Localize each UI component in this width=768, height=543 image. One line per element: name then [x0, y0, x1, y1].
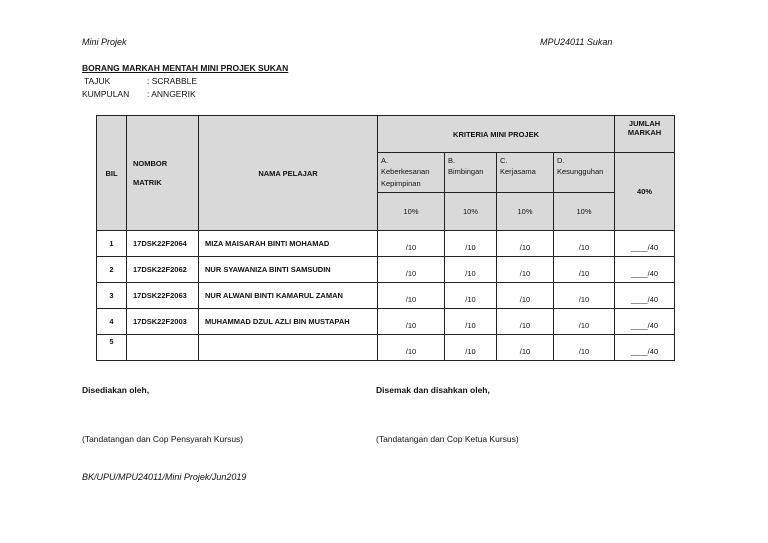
head-signature: (Tandatangan dan Cop Ketua Kursus): [376, 434, 519, 444]
score-d: /10: [554, 257, 615, 283]
prepared-by-label: Disediakan oleh,: [82, 385, 150, 395]
row-nama: [199, 335, 378, 361]
criteria-b-pct: 10%: [445, 193, 497, 231]
score-d: /10: [554, 335, 615, 361]
header-matrik: MATRIK: [133, 178, 162, 187]
row-nama: MUHAMMAD DZUL AZLI BIN MUSTAPAH: [199, 309, 378, 335]
row-bil: 5: [97, 335, 127, 361]
criteria-d-pct: 10%: [554, 193, 615, 231]
tajuk-value: : SCRABBLE: [147, 76, 198, 86]
score-total: ____/40: [615, 283, 675, 309]
criteria-b: B. Bimbingan: [445, 153, 497, 193]
score-d: /10: [554, 309, 615, 335]
header-nama: NAMA PELAJAR: [199, 116, 378, 231]
header-nombor-matrik: [127, 116, 199, 231]
criteria-c: C. Kerjasama: [497, 153, 554, 193]
score-b: /10: [445, 309, 497, 335]
table-row: [97, 283, 675, 309]
score-b: /10: [445, 335, 497, 361]
score-b: /10: [445, 257, 497, 283]
score-b: /10: [445, 231, 497, 257]
document-footer: BK/UPU/MPU24011/Mini Projek/Jun2019: [82, 472, 247, 482]
score-d: /10: [554, 231, 615, 257]
table-row: [97, 257, 675, 283]
score-a: /10: [378, 335, 445, 361]
criteria-a-pct: 10%: [378, 193, 445, 231]
table-row: [97, 335, 675, 361]
score-a: /10: [378, 257, 445, 283]
score-total: ____/40: [615, 257, 675, 283]
kumpulan-label: KUMPULAN: [82, 89, 130, 99]
row-nama: NUR SYAWANIZA BINTI SAMSUDIN: [199, 257, 378, 283]
score-d: /10: [554, 283, 615, 309]
score-total: ____/40: [615, 309, 675, 335]
row-bil: 3: [97, 283, 127, 309]
score-c: /10: [497, 257, 554, 283]
marks-table: [96, 115, 675, 361]
score-a: /10: [378, 231, 445, 257]
criteria-c-pct: 10%: [497, 193, 554, 231]
row-nama: NUR ALWANI BINTI KAMARUL ZAMAN: [199, 283, 378, 309]
kumpulan-value: : ANNGERIK: [147, 89, 196, 99]
score-total: ____/40: [615, 335, 675, 361]
row-matrik: 17DSK22F2062: [127, 257, 199, 283]
header-jumlah-pct: 40%: [615, 153, 675, 231]
score-c: /10: [497, 335, 554, 361]
row-bil: 2: [97, 257, 127, 283]
row-nama: MIZA MAISARAH BINTI MOHAMAD: [199, 231, 378, 257]
score-a: /10: [378, 309, 445, 335]
score-total: ____/40: [615, 231, 675, 257]
table-row: [97, 309, 675, 335]
page-header-right: MPU24011 Sukan: [540, 37, 613, 47]
row-matrik: 17DSK22F2063: [127, 283, 199, 309]
score-c: /10: [497, 309, 554, 335]
header-nombor: NOMBOR: [133, 159, 168, 168]
row-matrik: 17DSK22F2064: [127, 231, 199, 257]
lecturer-signature: (Tandatangan dan Cop Pensyarah Kursus): [82, 434, 244, 444]
form-title: BORANG MARKAH MENTAH MINI PROJEK SUKAN: [82, 63, 289, 73]
row-matrik: 17DSK22F2003: [127, 309, 199, 335]
row-bil: 4: [97, 309, 127, 335]
table-row: [97, 231, 675, 257]
verified-by-label: Disemak dan disahkan oleh,: [376, 385, 490, 395]
header-kriteria: KRITERIA MINI PROJEK: [378, 116, 615, 153]
row-matrik: [127, 335, 199, 361]
score-a: /10: [378, 283, 445, 309]
header-bil: BIL: [97, 116, 127, 231]
score-c: /10: [497, 283, 554, 309]
row-bil: 1: [97, 231, 127, 257]
score-b: /10: [445, 283, 497, 309]
tajuk-label: TAJUK: [84, 76, 111, 86]
criteria-d: D. Kesungguhan: [554, 153, 615, 193]
page-header-left: Mini Projek: [82, 37, 127, 47]
header-jumlah: JUMLAH MARKAH: [615, 116, 675, 153]
score-c: /10: [497, 231, 554, 257]
criteria-a: A. Keberkesanan Kepimpinan: [378, 153, 445, 193]
